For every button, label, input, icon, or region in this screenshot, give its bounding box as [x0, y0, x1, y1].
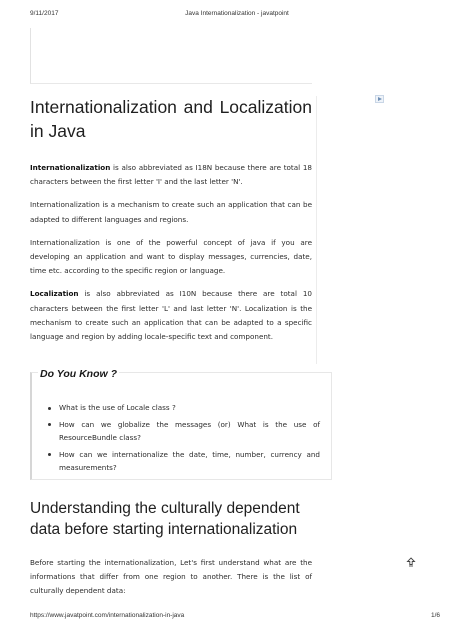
section-title: Understanding the culturally dependent data before starting internationalization [30, 500, 300, 538]
bullet-icon [48, 453, 51, 456]
list-item-link[interactable]: How can we internationalize the date, time, number, currency and measurements? [59, 449, 320, 472]
bullet-icon [48, 423, 51, 426]
paragraph-localization [30, 287, 312, 344]
page-title-line-1: Internationalization and Localization [30, 97, 312, 117]
print-footer-url: https://www.javatpoint.com/internationalization-in-java [30, 612, 185, 619]
bullet-icon [48, 407, 51, 410]
paragraph-internationalization [30, 161, 312, 189]
paragraph-culturally-dependent: Before starting the internationalization, Let's first understand what are the informations that differ from one region to another. There is the list of culturally dependent data: [30, 558, 312, 596]
do-you-know-box [30, 368, 332, 480]
list-item[interactable] [48, 448, 320, 475]
scroll-to-top-icon[interactable] [406, 557, 416, 567]
page-title-line-2: in Java [30, 121, 86, 141]
list-item[interactable] [48, 418, 320, 445]
paragraph-internationalization-text: is also abbreviated as I18N because there are total 18 characters between the first letter 'I' and the last letter 'N'. [30, 163, 312, 187]
section-culturally-dependent [30, 498, 312, 599]
print-header-title: Java Internationalization - javatpoint [185, 10, 289, 17]
page-title [30, 95, 312, 143]
print-footer-page: 1/6 [430, 612, 440, 619]
do-you-know-list [48, 401, 320, 478]
term-internationalization: Internationalization [30, 163, 111, 172]
sidebar-divider [316, 96, 317, 364]
ad-choices-icon[interactable] [375, 95, 384, 103]
do-you-know-title: Do You Know ? [40, 368, 117, 380]
paragraph-localization-text: is also abbreviated as I10N because there are total 10 characters between the first letter 'L' and last letter 'N'. Localization is the mechanism to create such an application that can be adapted to a specific language and region by adding locale-specific text and component. [30, 289, 312, 342]
list-item[interactable] [48, 401, 320, 415]
article-body [30, 95, 312, 344]
paragraph-powerful-concept: Internationalization is one of the powerful concept of java if you are developing an application and want to display messages, currencies, date, time etc. according to the specific region or language. [30, 237, 312, 276]
print-header-date: 9/11/2017 [30, 10, 59, 17]
top-ad-placeholder [30, 28, 312, 84]
paragraph-mechanism: Internationalization is a mechanism to create such an application that can be adapted to different languages and regions. [30, 200, 312, 224]
term-localization: Localization [30, 289, 79, 299]
list-item-link[interactable]: How can we globalize the messages (or) What is the use of ResourceBundle class? [59, 419, 320, 442]
list-item-link[interactable]: What is the use of Locale class ? [59, 403, 176, 412]
